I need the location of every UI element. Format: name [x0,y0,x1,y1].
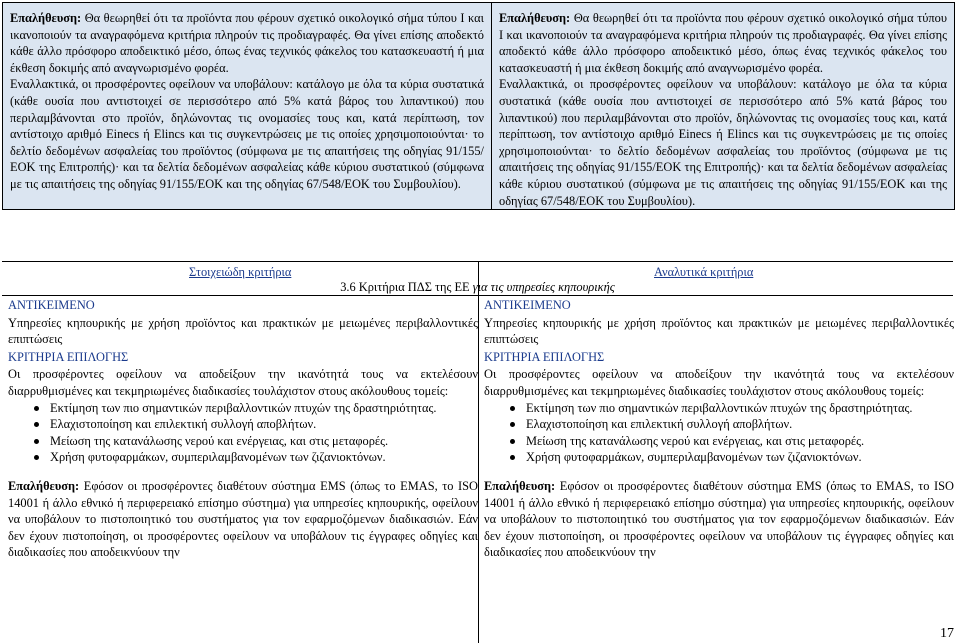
list-item: Μείωση της κατανάλωσης νερού και ενέργειας, και στις μεταφορές. [514,433,954,450]
verification-label: Επαλήθευση: [484,478,556,493]
list-item: Χρήση φυτοφαρμάκων, συμπεριλαμβανομένων των ζιζανιοκτόνων. [38,449,478,466]
selection-criteria-intro: Οι προσφέροντες οφείλουν να αποδείξουν την ικανότητά τους να εκτελέσουν διαρρυθμισμένες και τεκμηριωμένες διαδικασίες τουλάχιστον στους ακόλουθους τομείς: [484,367,954,398]
verification-text: Εφόσον οι προσφέροντες διαθέτουν σύστημα EMS (όπως το EMAS, το ISO 14001 ή άλλο εθνικό ή περιφερειακό επίσημο σύστημα) για υπηρεσίες κηπουρικής, οφείλουν να υποβάλουν το πιστοποιητικό του συστήματος για τον εφαρμοζόμενων διαδικασιών. Εάν δεν έχουν πιστοποίηση, οι προσφέροντες οφείλουν να υποβάλουν τις έγγραφες οδηγίες και διαδικασίες που αποδεικνύουν την [484,478,954,560]
section-title-suffix: για τις υπηρεσίες κηπουρικής [472,280,615,294]
subject-heading: ΑΝΤΙΚΕΙΜΕΝΟ [8,298,95,312]
selection-verification [484,478,954,561]
list-item: Ελαχιστοποίηση και επιλεκτική συλλογή αποβλήτων. [514,416,954,433]
verification-text: Θα θεωρηθεί ότι τα προϊόντα που φέρουν σχετικό οικολογικό σήμα τύπου Ι και ικανοποιούν τα αναγραφόμενα κριτήρια πληρούν τις προδιαγραφές. Θα γίνει επίσης αποδεκτό κάθε άλλο πρόσφορο αποδεικτικό μέσο, όπως ένας τεχνικός φάκελος του κατασκευαστή ή μια έκθεση δοκιμής από αναγνωρισμένο φορέα. [10,11,484,75]
list-item: Ελαχιστοποίηση και επιλεκτική συλλογή αποβλήτων. [38,416,478,433]
criteria-list [8,400,478,466]
list-item: Χρήση φυτοφαρμάκων, συμπεριλαμβανομένων των ζιζανιοκτόνων. [514,449,954,466]
selection-verification [8,478,478,561]
verification-text: Εφόσον οι προσφέροντες διαθέτουν σύστημα EMS (όπως το EMAS, το ISO 14001 ή άλλο εθνικό ή περιφερειακό επίσημο σύστημα) για υπηρεσίες κηπουρικής, οφείλουν να υποβάλουν το πιστοποιητικό του συστήματος για τον εφαρμοζόμενων διαδικασιών. Εάν δεν έχουν πιστοποίηση, οι προσφέροντες οφείλουν να υποβάλουν τις έγγραφες οδηγίες και διαδικασίες που αποδεικνύουν την [8,478,478,560]
comprehensive-criteria-header: Αναλυτικά κριτήρια [654,265,754,279]
top-right-cell [492,3,955,210]
core-criteria-header: Στοιχειώδη κριτήρια [189,265,292,279]
list-item: Εκτίμηση των πιο σημαντικών περιβαλλοντικών πτυχών της δραστηριότητας. [514,400,954,417]
verification-label: Επαλήθευση: [10,11,82,25]
subject-text: Υπηρεσίες κηπουρικής με χρήση προϊόντος και πρακτικών με μειωμένες περιβαλλοντικές επιπτώσεις [484,315,954,347]
comprehensive-criteria-column [484,296,954,561]
top-left-cell [3,3,492,210]
top-left-alternative: Εναλλακτικά, οι προσφέροντες οφείλουν να υποβάλουν: κατάλογο με όλα τα κύρια συστατικά (κάθε ουσία που αντιστοιχεί σε περισσότερο από 5% κατά βάρος του λιπαντικού) που περιλαμβάνονται στο προϊόν, δηλώνοντας τις ονομασίες τους και, κατά περίπτωση, τον αντίστοιχο αριθμό Einecs ή Elincs και τις συγκεντρώσεις με τις οποίες χρησιμοποιούνται· το δελτίο δεδομένων ασφαλείας του προϊόντος (σύμφωνα με τις απαιτήσεις της οδηγίας 91/155/ΕΟΚ της Επιτροπής)· και τα δελτία δεδομένων ασφαλείας κάθε κύριου συστατικού (σύμφωνα με τις απαιτήσεις της οδηγίας 91/155/ΕΟΚ και της οδηγίας 67/548/ΕΟΚ του Συμβουλίου). [10,77,484,191]
criteria-list [484,400,954,466]
verification-label: Επαλήθευση: [8,478,80,493]
selection-criteria-heading: ΚΡΙΤΗΡΙΑ ΕΠΙΛΟΓΗΣ [8,349,129,364]
column-divider [478,261,479,643]
top-left-verification [10,10,484,76]
verification-text: Θα θεωρηθεί ότι τα προϊόντα που φέρουν σχετικό οικολογικό σήμα τύπου Ι και ικανοποιούν τα αναγραφόμενα κριτήρια πληρούν τις προδιαγραφές. Θα γίνει επίσης αποδεκτό κάθε άλλο πρόσφορο αποδεικτικό μέσο, όπως ένας τεχνικός φάκελος του κατασκευαστή ή μια έκθεση δοκιμής από αναγνωρισμένο φορέα. [499,11,947,75]
subject-text: Υπηρεσίες κηπουρικής με χρήση προϊόντος και πρακτικών με μειωμένες περιβαλλοντικές επιπτώσεις [8,315,478,347]
verification-label: Επαλήθευση: [499,11,571,25]
subject-heading: ΑΝΤΙΚΕΙΜΕΝΟ [484,298,571,312]
page-number: 17 [940,626,954,641]
list-item: Μείωση της κατανάλωσης νερού και ενέργειας, και στις μεταφορές. [38,433,478,450]
list-item: Εκτίμηση των πιο σημαντικών περιβαλλοντικών πτυχών της δραστηριότητας. [38,400,478,417]
top-verification-table [2,2,955,210]
section-title-prefix: 3.6 Κριτήρια ΠΔΣ της ΕΕ [340,280,473,294]
selection-criteria-heading: ΚΡΙΤΗΡΙΑ ΕΠΙΛΟΓΗΣ [484,349,605,364]
top-right-alternative: Εναλλακτικά, οι προσφέροντες οφείλουν να υποβάλουν: κατάλογο με όλα τα κύρια συστατικά (κάθε ουσία που αντιστοιχεί σε περισσότερο από 5% κατά βάρος του λιπαντικού) που περιλαμβάνονται στο προϊόν, δηλώνοντας τις ονομασίες τους και, κατά περίπτωση, τον αντίστοιχο αριθμό Einecs ή Elincs και τις συγκεντρώσεις με τις οποίες χρησιμοποιούνται· το δελτίο δεδομένων ασφαλείας του προϊόντος (σύμφωνα με τις απαιτήσεις της οδηγίας 91/155/ΕΟΚ της Επιτροπής)· και τα δελτία δεδομένων ασφαλείας κάθε κύριου συστατικού (σύμφωνα με τις απαιτήσεις της οδηγίας 91/155/ΕΟΚ και της οδηγίας 67/548/ΕΟΚ του Συμβουλίου). [499,77,947,208]
core-criteria-column [8,296,478,561]
top-right-verification [499,10,947,76]
selection-criteria-intro: Οι προσφέροντες οφείλουν να αποδείξουν την ικανότητά τους να εκτελέσουν διαρρυθμισμένες και τεκμηριωμένες διαδικασίες τουλάχιστον στους ακόλουθους τομείς: [8,367,478,398]
